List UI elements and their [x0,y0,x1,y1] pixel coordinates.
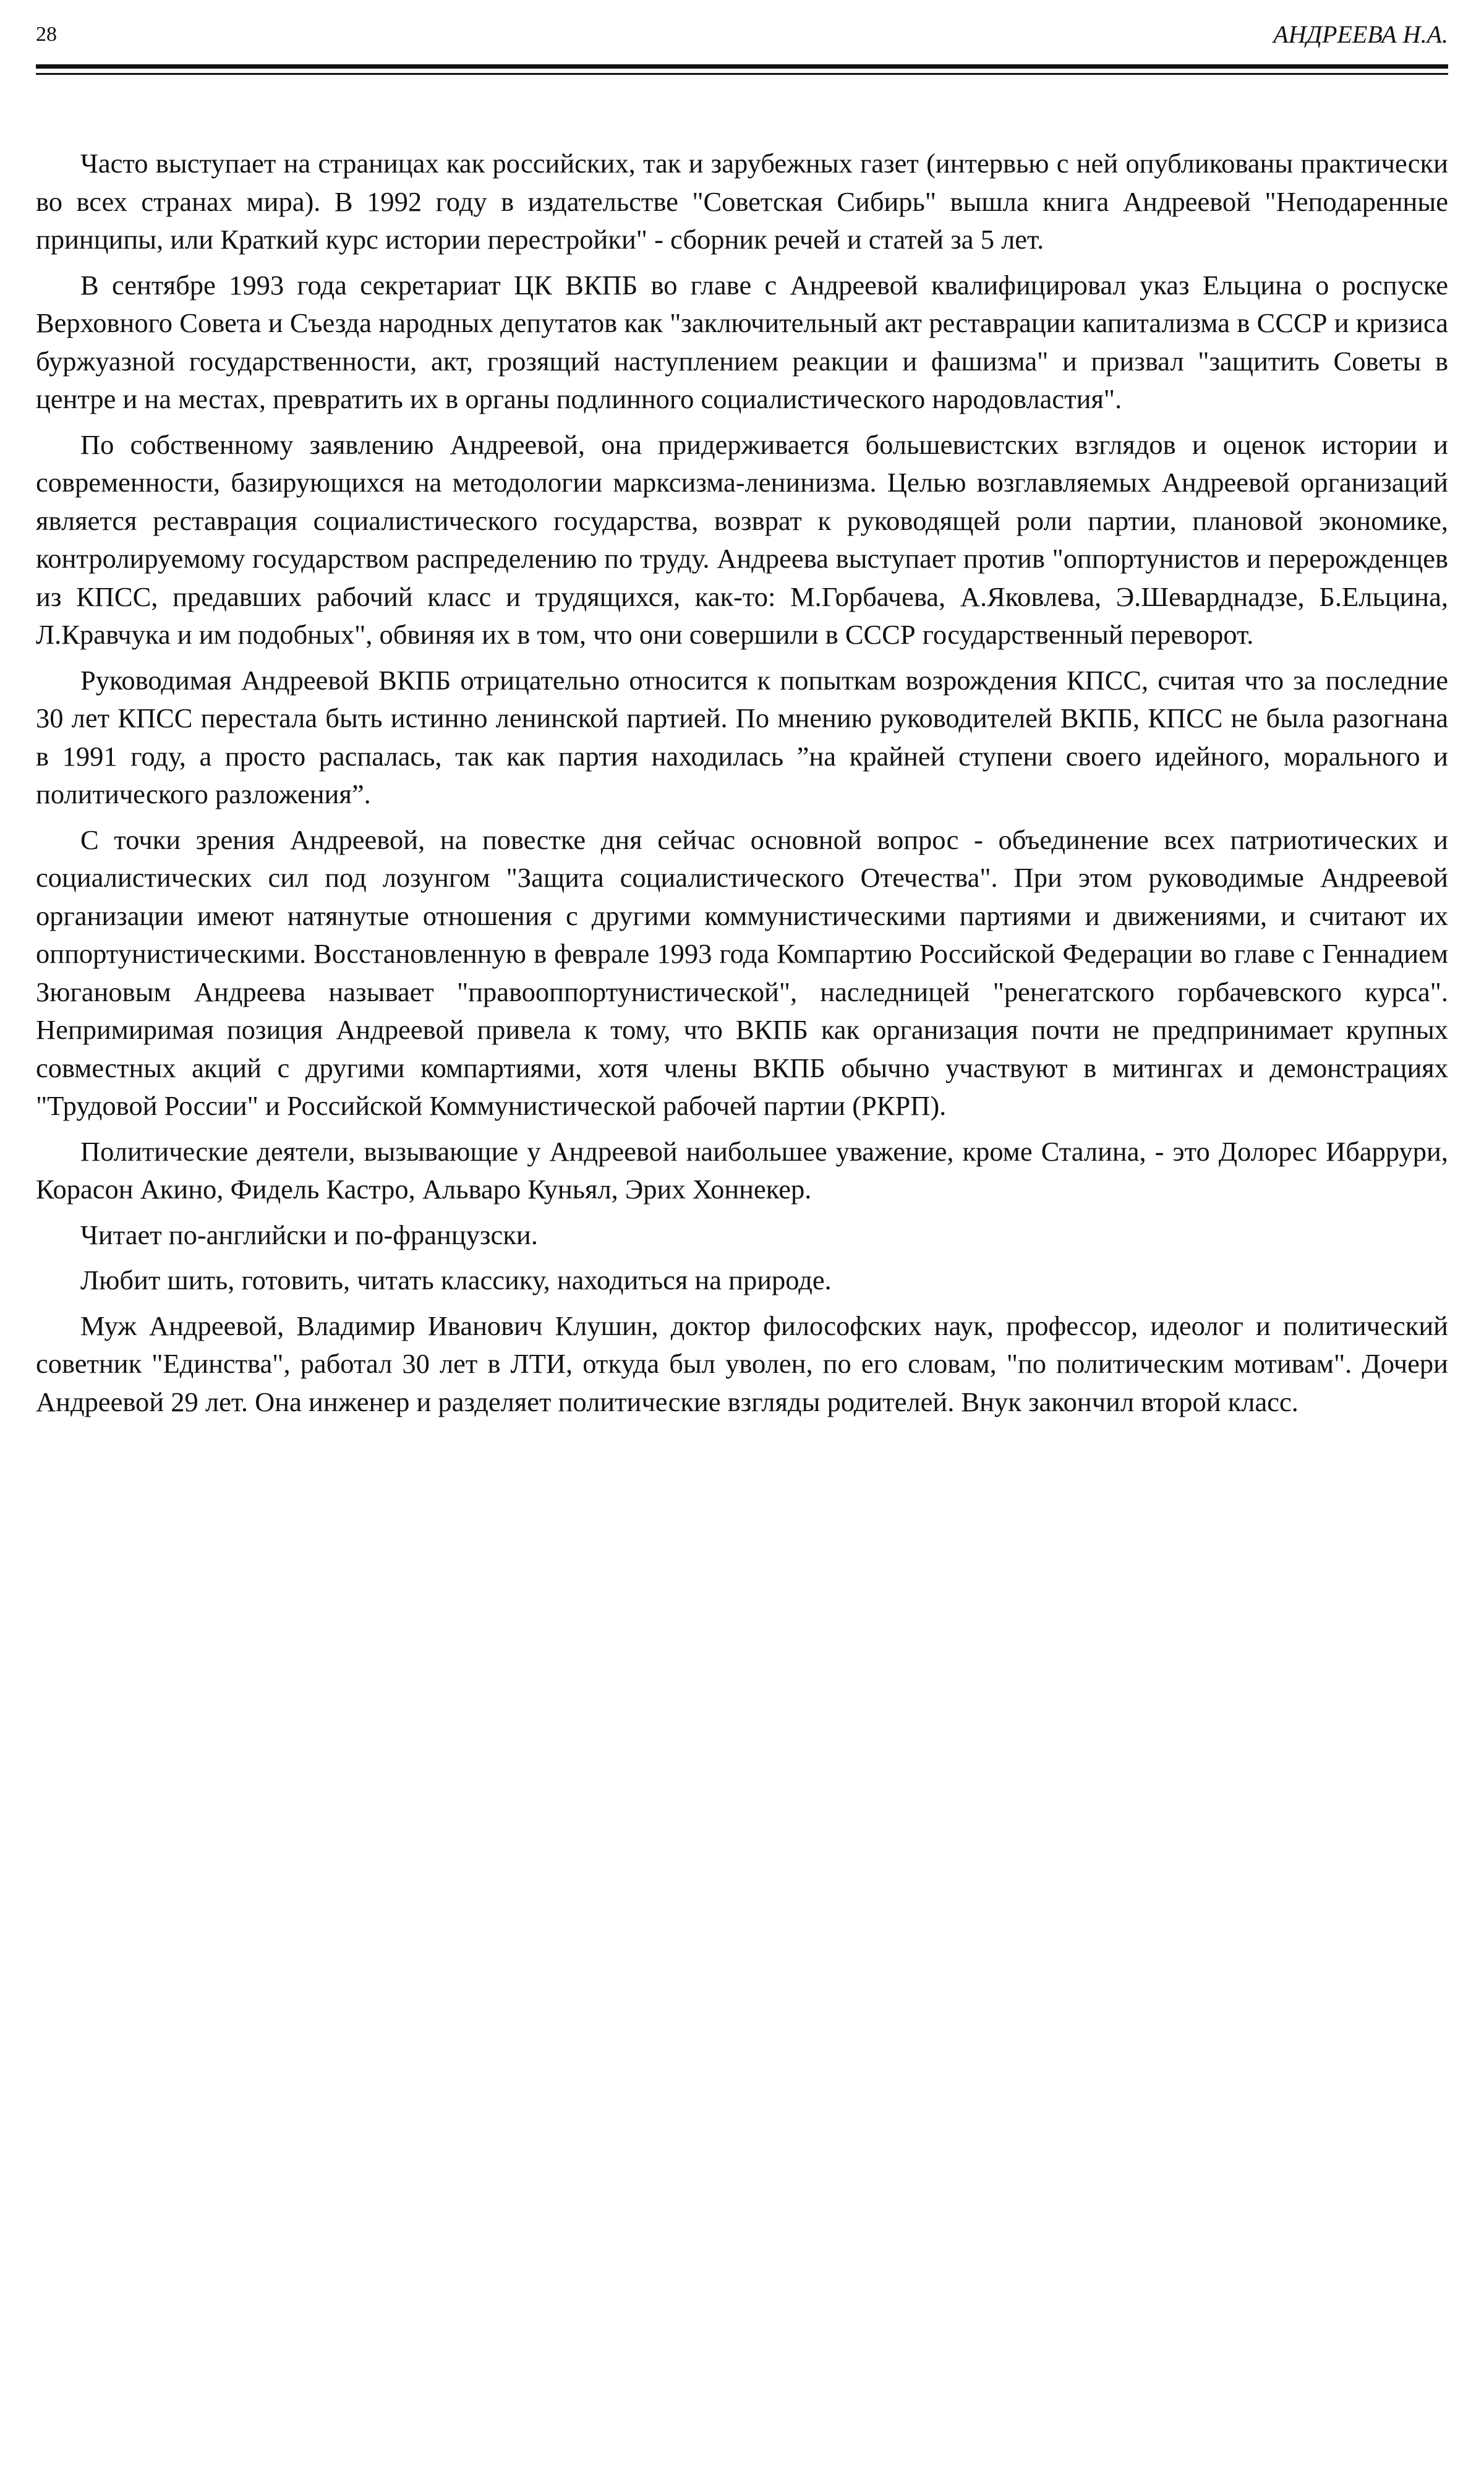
paragraph: Часто выступает на страницах как российских, так и зарубежных газет (интервью с ней опубликованы практически во всех странах мира). В 1992 году в издательстве "Советская Сибирь" вышла книга Андреевой "Неподаренные принципы, или Краткий курс истории перестройки" - сборник речей и статей за 5 лет. [36,148,1448,255]
body-text [36,145,1448,1428]
paragraph: По собственному заявлению Андреевой, она придерживается большевистских взглядов и оценок истории и современности, базирующихся на методологии марксизма-ленинизма. Целью возглавляемых Андреевой организаций является реставрация социалистического государства, возврат к руководящей роли партии, плановой экономике, контролируемому государством распределению по труду. Андреева выступает против "оппортунистов и перерожденцев из КПСС, предавших рабочий класс и трудящихся, как-то: М.Горбачева, А.Яковлева, Э.Шеварднадзе, Б.Ельцина, Л.Кравчука и им подобных", обвиняя их в том, что они совершили в СССР государственный переворот. [36,429,1448,650]
paragraph: С точки зрения Андреевой, на повестке дня сейчас основной вопрос - объединение всех патриотических и социалистических сил под лозунгом "Защита социалистического Отечества". При этом руководимые Андреевой организации имеют натянутые отношения с другими коммунистическими партиями и движениями, и считают их оппортунистическими. Восстановленную в феврале 1993 года Компартию Российской Федерации во главе с Геннадием Зюгановым Андреева называет "правооппортунистической", наследницей "ренегатского горбачевского курса". Непримиримая позиция Андреевой привела к тому, что ВКПБ как организация почти не предпринимает крупных совместных акций с другими компартиями, хотя члены ВКПБ обычно участвуют в митингах и демонстрациях "Трудовой России" и Российской Коммунистической рабочей партии (РКРП). [36,824,1448,1121]
header-rule-thick [36,64,1448,69]
paragraph: Руководимая Андреевой ВКПБ отрицательно относится к попыткам возрождения КПСС, считая что за последние 30 лет КПСС перестала быть истинно ленинской партией. По мнению руководителей ВКПБ, КПСС не была разогнана в 1991 году, а просто распалась, так как партия находилась ”на крайней ступени своего идейного, морального и политического разложения”. [36,664,1448,809]
paragraph: В сентябре 1993 года секретариат ЦК ВКПБ во главе с Андреевой квалифицировал указ Ельцина о роспуске Верховного Совета и Съезда народных депутатов как "заключительный акт реставрации капитализма в СССР и кризиса буржуазной государственности, акт, грозящий наступлением реакции и фашизма" и призвал "защитить Советы в центре и на местах, превратить их в органы подлинного социалистического народовластия". [36,269,1448,414]
paragraph: Политические деятели, вызывающие у Андреевой наибольшее уважение, кроме Сталина, - это Долорес Ибаррури, Корасон Акино, Фидель Кастро, Альваро Куньял, Эрих Хоннекер. [36,1135,1448,1205]
page-number: 28 [36,23,57,46]
page-header [36,22,1448,47]
running-head: АНДРЕЕВА Н.А. [1273,20,1448,48]
paragraph: Муж Андреевой, Владимир Иванович Клушин, доктор философских наук, профессор, идеолог и политический советник "Единства", работал 30 лет в ЛТИ, откуда был уволен, по его словам, "по политическим мотивам". Дочери Андреевой 29 лет. Она инженер и разделяет политические взгляды родителей. Внук закончил второй класс. [36,1310,1448,1417]
paragraph: Читает по-английски и по-французски. [80,1219,538,1250]
paragraph: Любит шить, готовить, читать классику, находиться на природе. [80,1265,832,1295]
header-rule-thin [36,73,1448,75]
